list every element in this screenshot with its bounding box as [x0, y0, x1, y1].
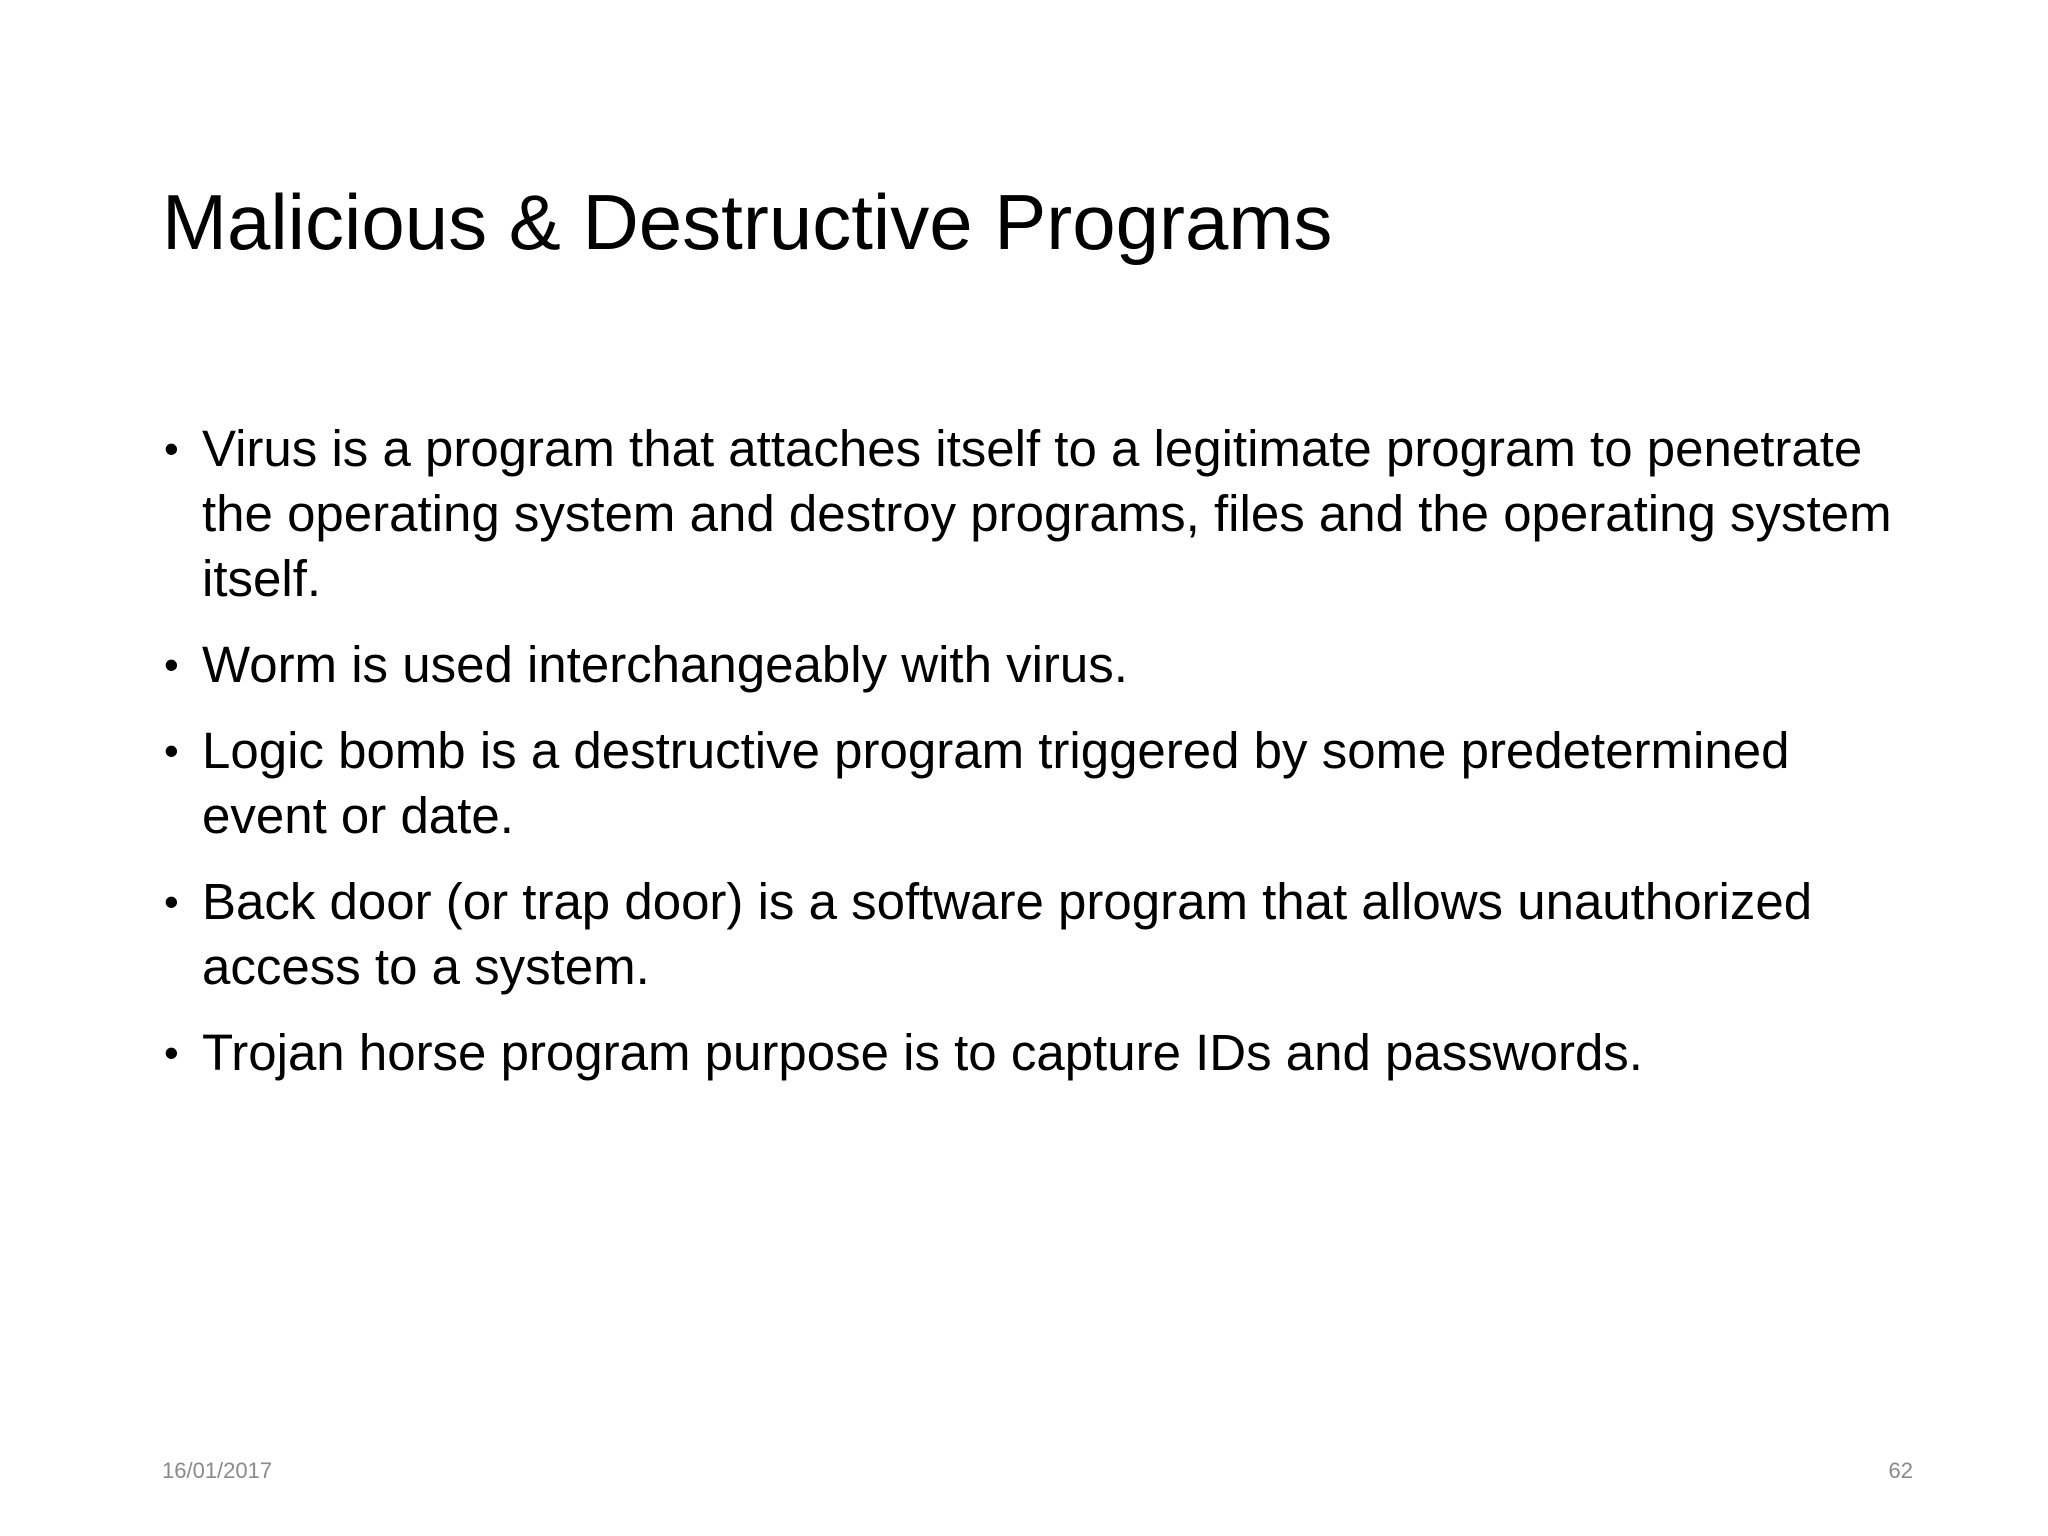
- bullet-list: [162, 416, 1902, 1106]
- bullet-item-virus: [162, 416, 1902, 611]
- bullet-item-back-door: [162, 869, 1902, 999]
- footer-date: 16/01/2017: [162, 1458, 273, 1483]
- bullet-item-trojan-horse: [162, 1020, 1902, 1085]
- bullet-text: Back door (or trap door) is a software program that allows unauthorized access to a system.: [202, 873, 1813, 995]
- slide-title: Malicious & Destructive Programs: [162, 178, 1333, 266]
- bullet-text: Virus is a program that attaches itself to a legitimate program to penetrate the operating system and destroy programs, files and the operating system itself.: [202, 420, 1892, 607]
- bullet-text: Worm is used interchangeably with virus.: [202, 636, 1128, 693]
- bullet-text: Trojan horse program purpose is to capture IDs and passwords.: [202, 1024, 1643, 1081]
- bullet-dot-icon: •: [164, 1029, 179, 1076]
- bullet-dot-icon: •: [164, 641, 179, 688]
- bullet-dot-icon: •: [164, 425, 179, 472]
- bullet-text: Logic bomb is a destructive program triggered by some predetermined event or date.: [202, 722, 1790, 844]
- bullet-dot-icon: •: [164, 727, 179, 774]
- bullet-item-logic-bomb: [162, 718, 1902, 848]
- footer-page-number: 62: [1888, 1458, 1913, 1483]
- bullet-item-worm: [162, 632, 1902, 697]
- bullet-dot-icon: •: [164, 878, 179, 925]
